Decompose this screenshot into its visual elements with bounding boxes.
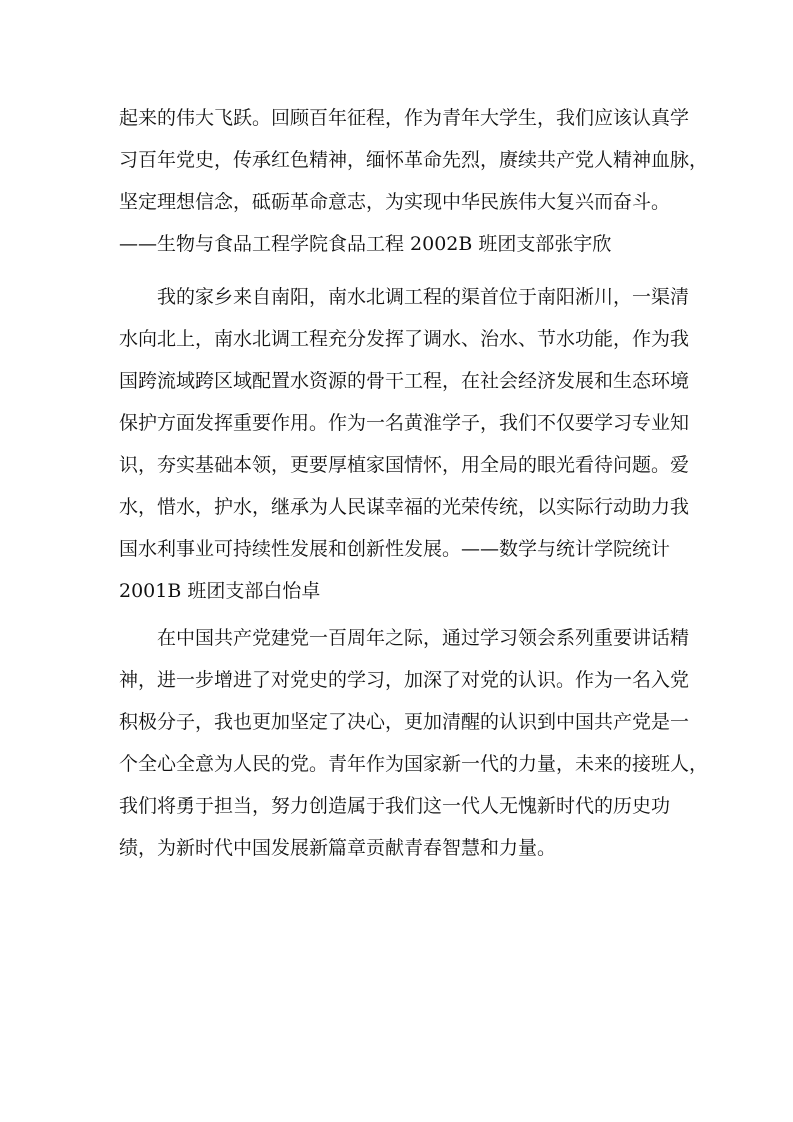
paragraph-1-line-2: 习百年党史，传承红色精神，缅怀革命先烈，赓续共产党人精神血脉， xyxy=(119,149,709,171)
paragraph-2-line-6: 水，惜水，护水，继承为人民谋幸福的光荣传统，以实际行动助力我 xyxy=(119,496,690,518)
paragraph-2-line-1: 我的家乡来自南阳，南水北调工程的渠首位于南阳淅川，一渠清 xyxy=(157,286,690,308)
paragraph-3-line-3: 积极分子，我也更加坚定了决心，更加清醒的认识到中国共产党是一 xyxy=(119,711,690,733)
paragraph-2-attribution: 2001B 班团支部白怡卓 xyxy=(119,580,321,602)
paragraph-3-line-1: 在中国共产党建党一百周年之际，通过学习领会系列重要讲话精 xyxy=(157,627,690,649)
paragraph-1-line-1: 起来的伟大飞跃。回顾百年征程，作为青年大学生，我们应该认真学 xyxy=(119,107,690,129)
paragraph-2-line-3: 国跨流域跨区域配置水资源的骨干工程，在社会经济发展和生态环境 xyxy=(119,370,690,392)
paragraph-3-line-2: 神，进一步增进了对党史的学习，加深了对党的认识。作为一名入党 xyxy=(119,669,690,691)
paragraph-1-line-3: 坚定理想信念，砥砺革命意志，为实现中华民族伟大复兴而奋斗。 xyxy=(119,191,671,213)
paragraph-1-attribution: ——生物与食品工程学院食品工程 2002B 班团支部张宇欣 xyxy=(119,233,612,255)
paragraph-3-line-4: 个全心全意为人民的党。青年作为国家新一代的力量，未来的接班人， xyxy=(119,753,709,775)
paragraph-3-line-5: 我们将勇于担当，努力创造属于我们这一代人无愧新时代的历史功 xyxy=(119,795,671,817)
paragraph-3-line-6: 绩，为新时代中国发展新篇章贡献青春智慧和力量。 xyxy=(119,837,557,859)
paragraph-2-line-4: 保护方面发挥重要作用。作为一名黄淮学子，我们不仅要学习专业知 xyxy=(119,412,690,434)
paragraph-2-line-2: 水向北上，南水北调工程充分发挥了调水、治水、节水功能，作为我 xyxy=(119,328,690,350)
paragraph-2-line-5: 识，夯实基础本领，更要厚植家国情怀，用全局的眼光看待问题。爱 xyxy=(119,454,690,476)
paragraph-2-line-7: 国水利事业可持续性发展和创新性发展。——数学与统计学院统计 xyxy=(119,538,671,560)
